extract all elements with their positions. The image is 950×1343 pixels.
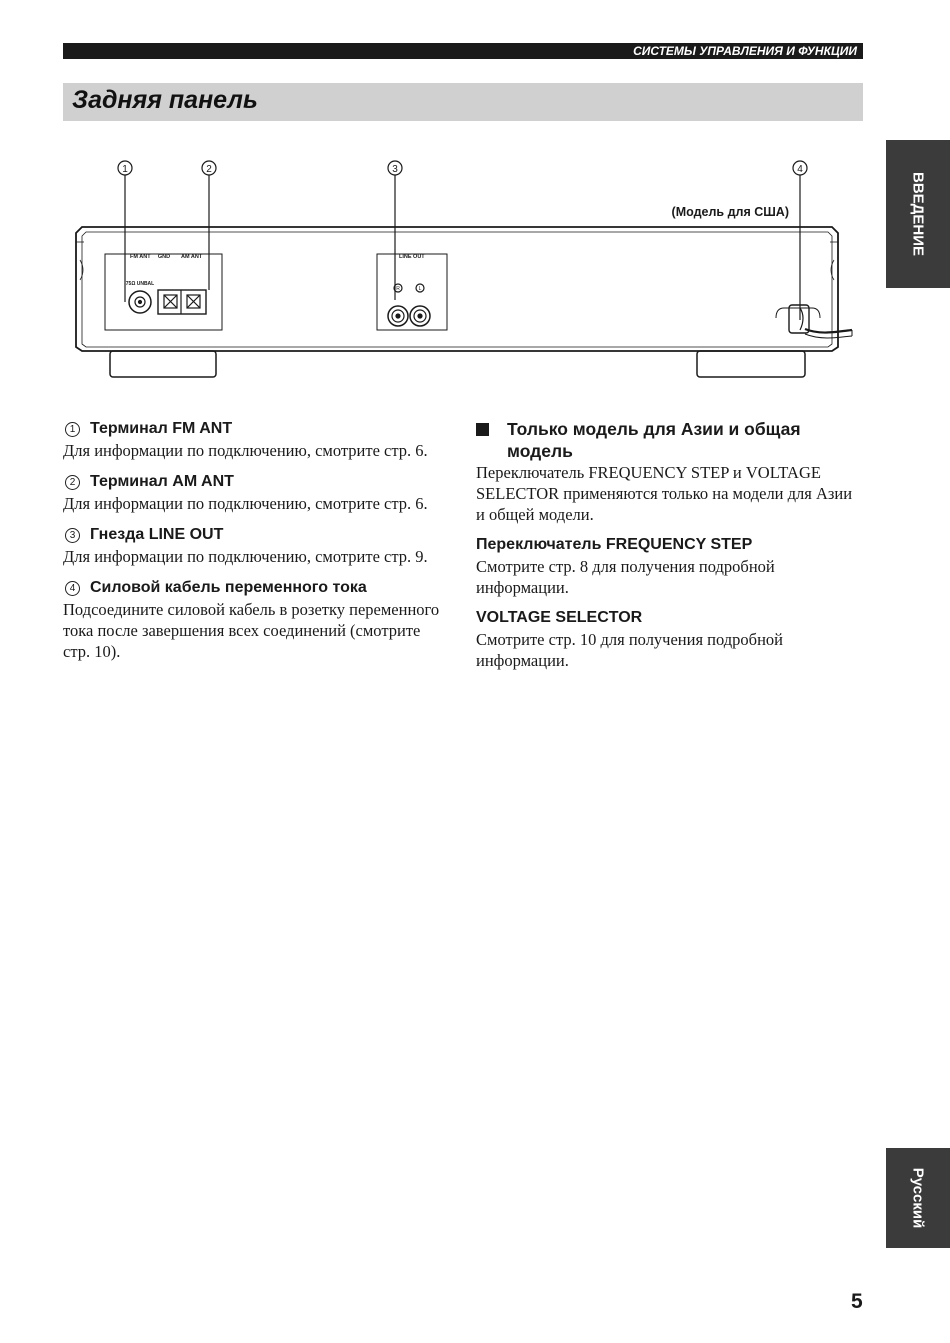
section-tab-intro-label: ВВЕДЕНИЕ <box>909 172 927 256</box>
item-text-1: Для информации по подключению, смотрите стр. 6. <box>63 441 428 460</box>
callout-2 <box>202 161 216 290</box>
item-text-4: Подсоедините силовой кабель в розетку переменного тока после завершения всех соединений (смотрите стр. 10). <box>63 600 440 661</box>
item-heading-2 <box>63 471 448 493</box>
page-number: 5 <box>851 1290 863 1313</box>
svg-text:AM ANT: AM ANT <box>181 254 203 260</box>
item-title-1: Терминал FM ANT <box>90 420 233 437</box>
item-text-3: Для информации по подключению, смотрите стр. 9. <box>63 547 428 566</box>
svg-text:1: 1 <box>122 164 128 175</box>
power-cord <box>776 305 852 338</box>
svg-text:2: 2 <box>206 164 212 175</box>
svg-text:FM ANT: FM ANT <box>130 254 151 260</box>
item-number-4: 4 <box>65 581 80 596</box>
svg-text:4: 4 <box>797 164 803 175</box>
voltage-selector-text: Смотрите стр. 10 для получения подробной информации. <box>476 630 783 670</box>
svg-text:R: R <box>396 286 400 292</box>
rear-panel-diagram <box>60 150 860 385</box>
section-header: СИСТЕМЫ УПРАВЛЕНИЯ И ФУНКЦИИ <box>63 43 863 59</box>
page-title-bar <box>63 83 863 121</box>
foot-left <box>110 351 216 377</box>
frequency-step-title: Переключатель FREQUENCY STEP <box>476 536 753 553</box>
chassis <box>76 227 838 351</box>
item-number-3: 3 <box>65 528 80 543</box>
language-tab-label: Русский <box>909 1167 927 1229</box>
asia-model-section <box>476 418 861 671</box>
page-title: Задняя панель <box>72 86 258 114</box>
item-text-2: Для информации по подключению, смотрите стр. 6. <box>63 494 428 513</box>
item-number-2: 2 <box>65 475 80 490</box>
callout-3 <box>388 161 402 300</box>
item-number-1: 1 <box>65 422 80 437</box>
svg-text:L: L <box>418 286 422 292</box>
frequency-step-text: Смотрите стр. 8 для получения подробной информации. <box>476 557 775 597</box>
item-heading-1 <box>63 418 448 440</box>
antenna-terminal-block <box>105 254 222 330</box>
callout-4 <box>793 161 807 320</box>
item-title-4: Силовой кабель переменного тока <box>90 579 367 596</box>
foot-right <box>697 351 805 377</box>
svg-text:3: 3 <box>392 164 398 175</box>
section-tab-intro <box>886 140 950 288</box>
asia-heading <box>476 418 861 462</box>
svg-text:GND: GND <box>157 254 171 260</box>
voltage-selector-title: VOLTAGE SELECTOR <box>476 609 643 626</box>
item-heading-3 <box>63 524 448 546</box>
square-bullet-icon <box>476 423 489 436</box>
asia-intro: Переключатель FREQUENCY STEP и VOLTAGE SELECTOR применяются только на модели для Азии и общей модели. <box>476 463 853 524</box>
item-title-2: Терминал AM ANT <box>90 473 234 490</box>
svg-text:75Ω UNBAL: 75Ω UNBAL <box>125 281 155 287</box>
terminal-descriptions <box>63 418 448 662</box>
item-heading-4 <box>63 577 448 599</box>
svg-text:LINE OUT: LINE OUT <box>399 254 425 260</box>
language-tab <box>886 1148 950 1248</box>
asia-heading-text: Только модель для Азии и общая модель <box>507 419 801 461</box>
model-label: (Модель для США) <box>671 205 789 219</box>
line-out-jacks <box>377 254 447 330</box>
item-title-3: Гнезда LINE OUT <box>90 526 224 543</box>
